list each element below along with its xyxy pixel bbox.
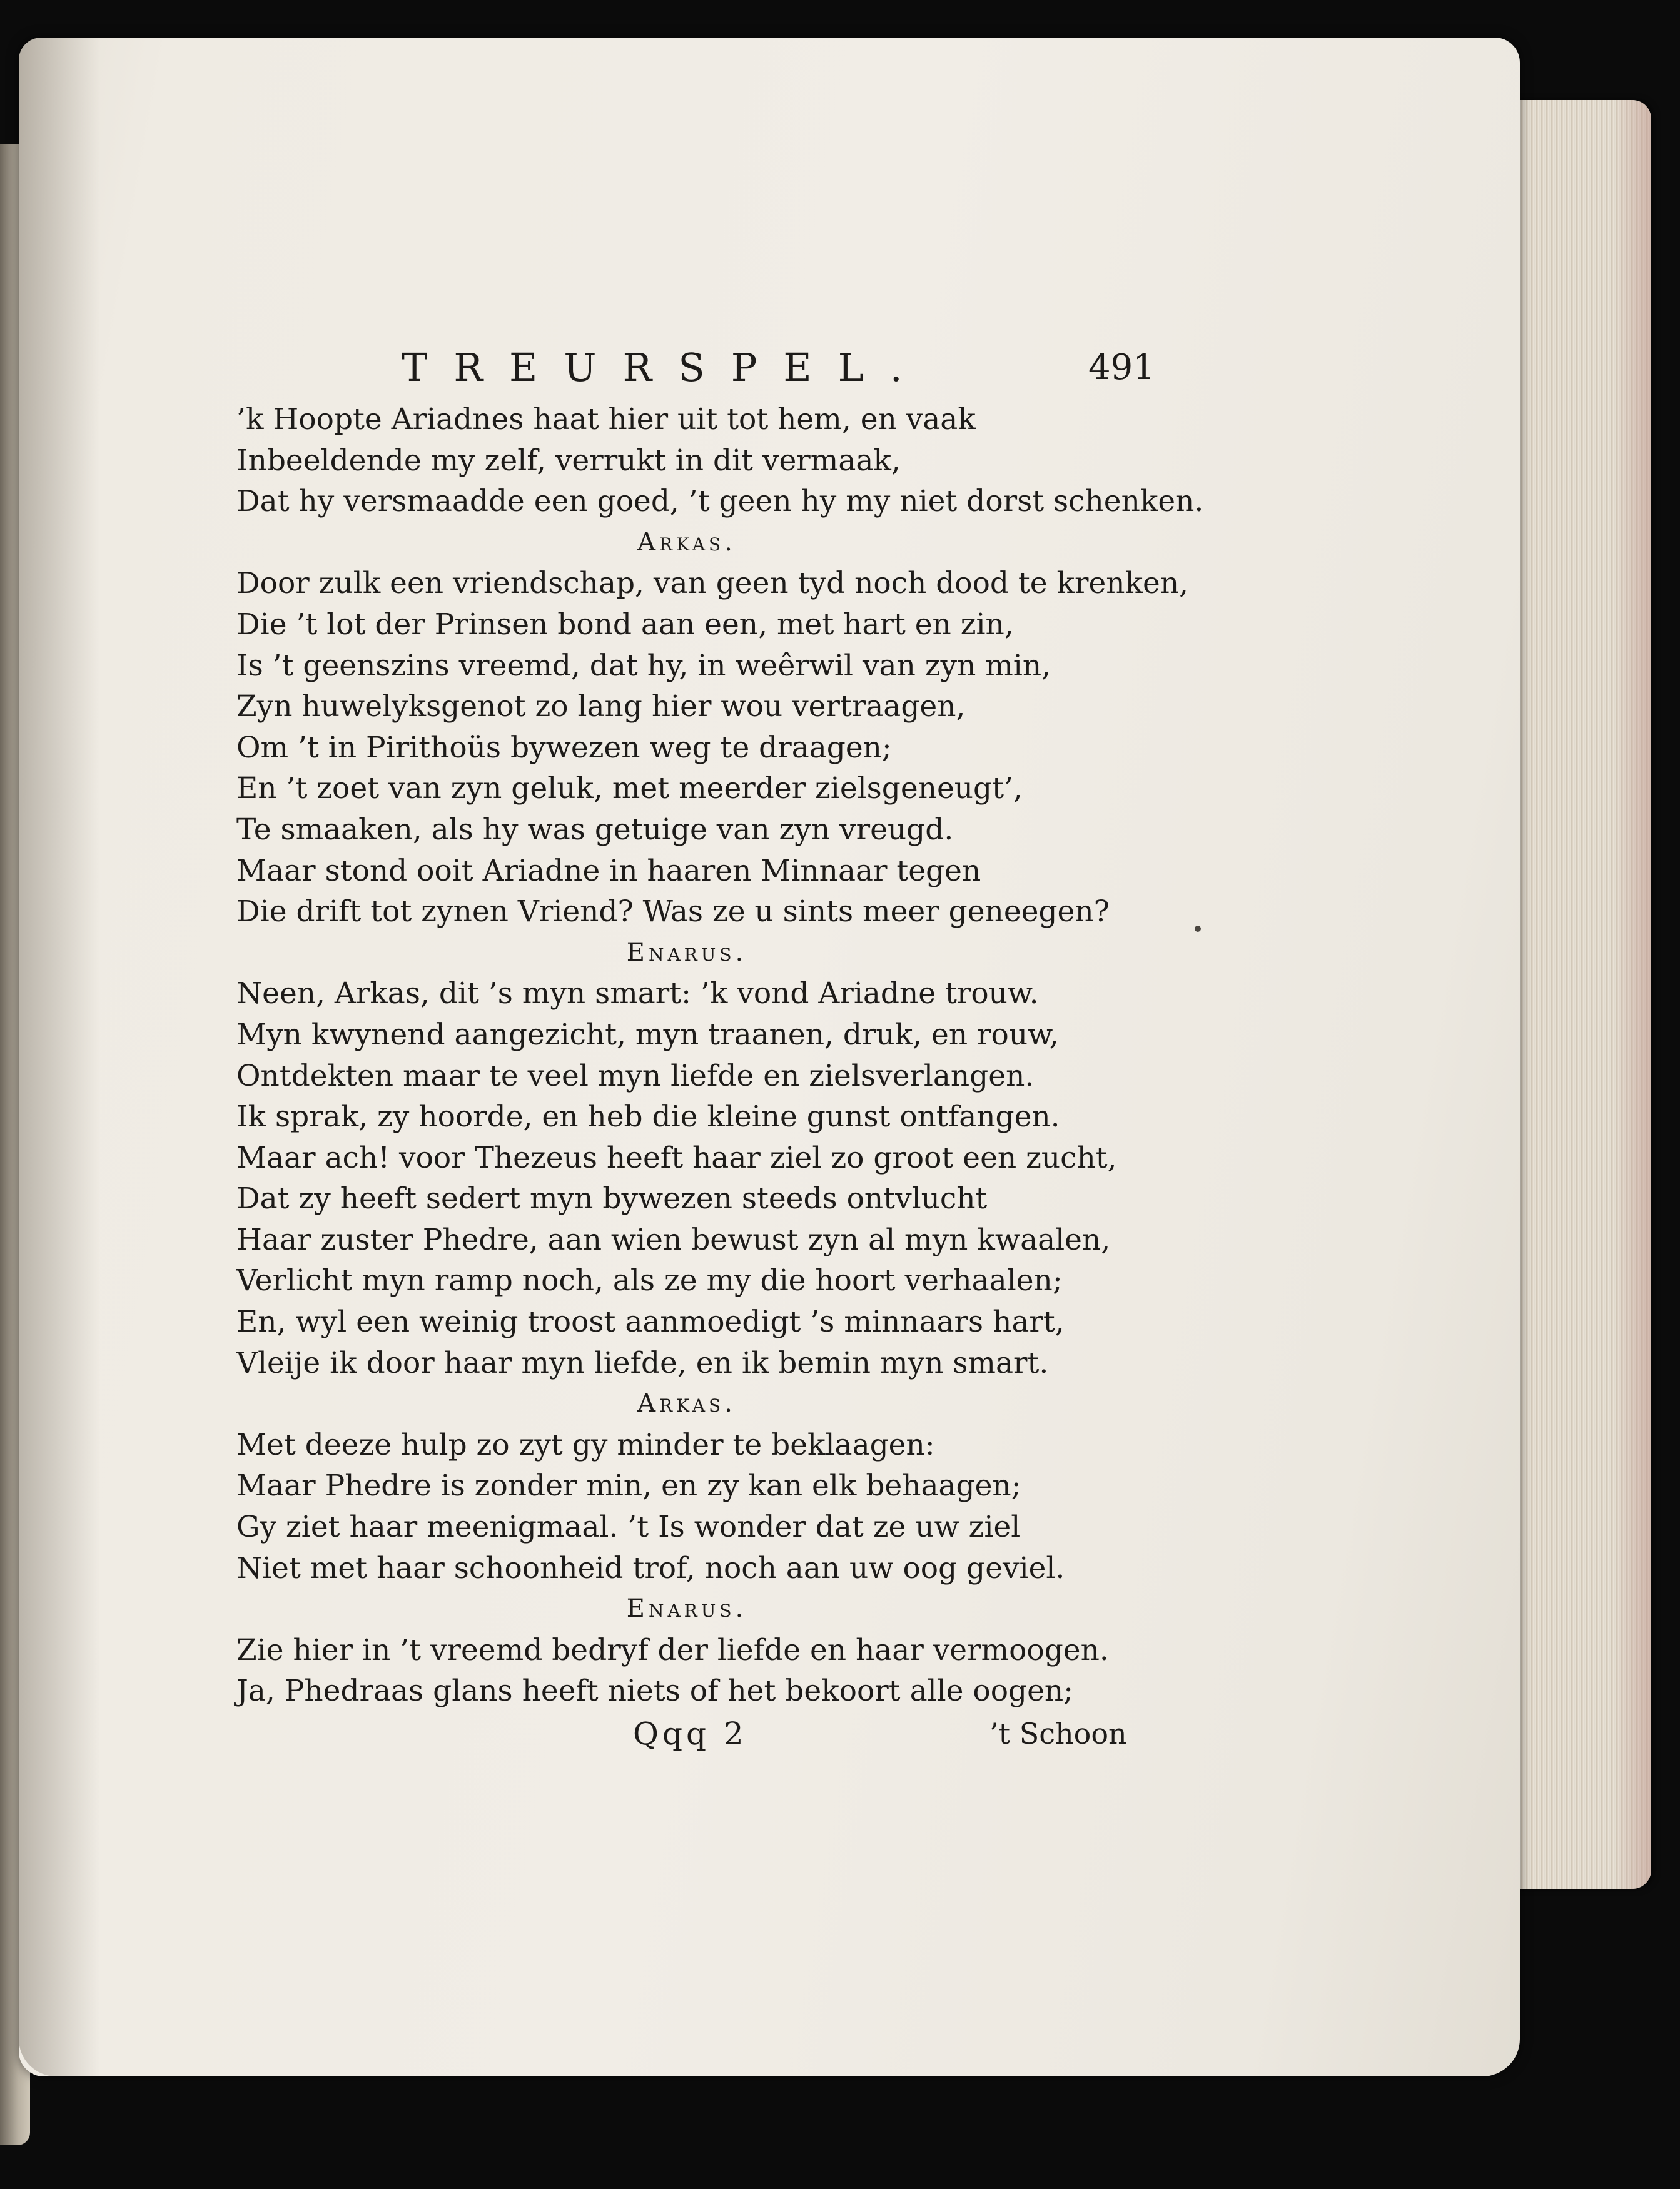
verse-line: Met deeze hulp zo zyt gy minder te beklaagen: [236, 1427, 935, 1462]
speaker-name: Arkas. [637, 1389, 736, 1418]
verse-line: Door zulk een vriendschap, van geen tyd noch dood te krenken, [236, 566, 1189, 601]
verse-line: Gy ziet haar meenigmaal. ’t Is wonder dat ze uw ziel [236, 1510, 1021, 1545]
verse-line: Verlicht myn ramp noch, als ze my die hoort verhaalen; [236, 1263, 1063, 1298]
verse-line: ’k Hoopte Ariadnes haat hier uit tot hem, en vaak [236, 402, 976, 437]
verse-line: Is ’t geenszins vreemd, dat hy, in weêrwil van zyn min, [236, 648, 1051, 683]
verse-line: Vleije ik door haar myn liefde, en ik bemin myn smart. [236, 1345, 1049, 1380]
verse-line: Om ’t in Pirithoüs bywezen weg te draagen; [236, 730, 892, 765]
verse-line: Dat hy versmaadde een goed, ’t geen hy my niet dorst schenken. [236, 484, 1204, 519]
running-head [214, 336, 1190, 399]
verse-line: Haar zuster Phedre, aan wien bewust zyn al myn kwaalen, [236, 1222, 1111, 1257]
verse-line: Maar stond ooit Ariadne in haaren Minnaar tegen [236, 853, 981, 888]
verse-line: Niet met haar schoonheid trof, noch aan uw oog geviel. [236, 1550, 1065, 1585]
catchword: ’t Schoon [989, 1717, 1127, 1751]
page-number: 491 [1088, 347, 1155, 388]
verse-line: Zie hier in ’t vreemd bedryf der liefde en haar vermoogen. [236, 1632, 1109, 1667]
verse-line: Maar Phedre is zonder min, en zy kan elk behaagen; [236, 1469, 1021, 1504]
speaker-name: Enarus. [626, 1594, 747, 1624]
running-head-title: TREURSPEL. [402, 345, 929, 390]
signature-mark: Qqq 2 [633, 1716, 747, 1752]
verse-lines [214, 399, 1204, 1712]
book-page [19, 38, 1520, 2076]
verse-line: Te smaaken, als hy was getuige van zyn vreugd. [236, 812, 954, 847]
paper-speck [1195, 926, 1201, 932]
speaker-name: Enarus. [626, 938, 747, 967]
verse-line: Myn kwynend aangezicht, myn traanen, druk, en rouw, [236, 1017, 1059, 1052]
page-footer [214, 1713, 1190, 1754]
verse-line: Ontdekten maar te veel myn liefde en zielsverlangen. [236, 1058, 1035, 1093]
speaker-name: Arkas. [637, 527, 736, 557]
verse-line: Dat zy heeft sedert myn bywezen steeds ontvlucht [236, 1181, 988, 1216]
verse-line: En ’t zoet van zyn geluk, met meerder zielsgeneugt’, [236, 771, 1023, 806]
verse-line: Die ’t lot der Prinsen bond aan een, met hart en zin, [236, 607, 1014, 642]
verse-line: Ja, Phedraas glans heeft niets of het bekoort alle oogen; [236, 1674, 1074, 1709]
text-block [214, 336, 1204, 1754]
verse-line: Zyn huwelyksgenot zo lang hier wou vertraagen, [236, 689, 966, 724]
verse-line: En, wyl een weinig troost aanmoedigt ’s minnaars hart, [236, 1305, 1065, 1340]
verse-line: Die drift tot zynen Vriend? Was ze u sints meer geneegen? [236, 894, 1110, 929]
verse-line: Maar ach! voor Thezeus heeft haar ziel zo groot een zucht, [236, 1140, 1117, 1175]
verse-line: Ik sprak, zy hoorde, en heb die kleine gunst ontfangen. [236, 1100, 1060, 1135]
verse-line: Inbeeldende my zelf, verrukt in dit vermaak, [236, 443, 901, 478]
verse-line: Neen, Arkas, dit ’s myn smart: ’k vond Ariadne trouw. [236, 976, 1039, 1011]
